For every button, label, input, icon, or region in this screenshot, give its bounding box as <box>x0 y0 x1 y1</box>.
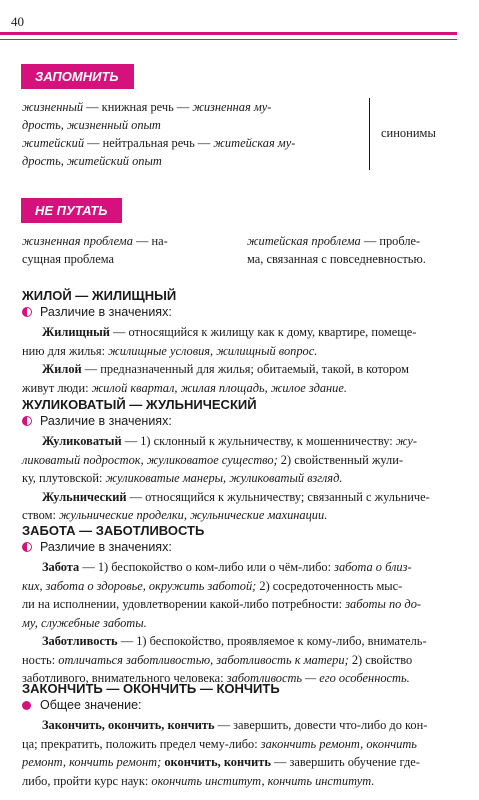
text: — предназначенный для жилья; обитаемый, такой, в котором <box>81 362 409 376</box>
text: — книжная речь — <box>83 100 193 114</box>
text: 2) сосредоточенность мыс- <box>256 578 403 593</box>
remember-line-2: дрость, жизненный опыт <box>22 118 161 132</box>
entry-title: ЗАБОТА — ЗАБОТЛИВОСТЬ <box>22 523 205 538</box>
text: — 1) склонный к жульничеству, к мошенничеству: <box>121 434 396 448</box>
dont-confuse-left <box>22 232 232 268</box>
definition-line <box>22 753 460 772</box>
definition-line: му, служебные заботы. <box>22 615 147 630</box>
definition-line <box>22 432 460 451</box>
synonyms-label: синонимы <box>381 126 436 140</box>
text: ца; прекратить, положить предел чему-либо: <box>22 736 261 751</box>
headword: Жилой <box>42 362 82 376</box>
text: ку, плутовской: <box>22 471 106 485</box>
header-rule-thick <box>0 32 457 35</box>
remember-line-3 <box>22 134 367 152</box>
example: жульнические проделки, жульнические махинации. <box>59 508 328 522</box>
example: забота о близ- <box>334 560 412 574</box>
entry-subtitle: Различие в значениях: <box>40 414 172 428</box>
example: ких, забота о здоровье, окружить заботой; <box>22 578 257 593</box>
text: — 1) беспокойство о ком-либо или о чём-либо: <box>79 560 335 574</box>
text: — завершить, довести что-либо до кон- <box>214 718 428 732</box>
definition-line <box>22 451 460 470</box>
entry-title: ЖУЛИКОВАТЫЙ — ЖУЛЬНИЧЕСКИЙ <box>22 397 257 412</box>
text: живут люди: <box>22 380 92 395</box>
example: заботливость — его особенность. <box>226 671 410 685</box>
definition-line <box>22 735 460 754</box>
example: жилой квартал, жилая площадь, жилое здание. <box>91 380 347 395</box>
half-circle-icon <box>22 541 42 555</box>
text: либо, пройти курс наук: <box>22 773 152 788</box>
term: житейская проблема <box>247 234 361 248</box>
remember-label: ЗАПОМНИТЬ <box>21 64 134 89</box>
definition-line <box>22 595 460 614</box>
dot-icon <box>22 699 42 713</box>
remember-block <box>22 98 367 170</box>
entry-body <box>22 716 460 790</box>
example: закончить ремонт, окончить <box>260 736 417 751</box>
synonym-bracket <box>369 98 370 170</box>
text: — относящийся к жилищу как к дому, квартире, помеще- <box>109 325 417 339</box>
text: — нейтральная речь — <box>84 136 214 150</box>
example: жу- <box>395 434 417 448</box>
entry-subtitle: Общее значение: <box>40 698 142 712</box>
header-rule-thin <box>0 39 457 40</box>
entry-subtitle: Различие в значениях: <box>40 305 172 319</box>
example: окончить институт, кончить институт. <box>151 773 375 788</box>
example: жуликоватые манеры, жуликоватый взгляд. <box>105 471 343 485</box>
term: жизненная проблема <box>22 234 133 248</box>
text: ность: <box>22 652 59 667</box>
example: заботы по до- <box>345 597 422 611</box>
dc-right-line-1 <box>247 232 462 250</box>
dc-right-line-2: ма, связанная с повседневностью. <box>247 252 426 266</box>
text: нию для жилья: <box>22 343 109 358</box>
entry-subtitle: Различие в значениях: <box>40 540 172 554</box>
example: ликоватый подросток, жуликоватое существо; <box>22 452 278 467</box>
half-circle-icon <box>22 306 42 320</box>
term: жизненный <box>22 100 84 114</box>
headword: Жуликоватый <box>42 434 122 448</box>
page-number: 40 <box>11 14 24 29</box>
entry-body <box>22 432 460 525</box>
dc-left-line-1 <box>22 232 232 250</box>
definition-line <box>22 577 460 596</box>
entry-body <box>22 558 460 688</box>
term: житейская му- <box>213 136 296 150</box>
dc-left-line-2: сущная проблема <box>22 252 114 266</box>
definition-line <box>22 632 460 651</box>
text: 2) свойство <box>348 652 413 667</box>
definition-line <box>22 558 460 577</box>
text: ли на исполнении, удовлетворении какой-либо потребности: <box>22 597 346 611</box>
definition-line <box>22 651 460 670</box>
dont-confuse-label: НЕ ПУТАТЬ <box>21 198 122 223</box>
definition-line <box>22 716 460 735</box>
remember-line-4: дрость, житейский опыт <box>22 154 162 168</box>
example: ремонт, кончить ремонт; <box>22 755 162 769</box>
entry-title: ЖИЛОЙ — ЖИЛИЩНЫЙ <box>22 288 177 303</box>
text: 2) свойственный жули- <box>277 452 403 467</box>
dont-confuse-right <box>247 232 462 268</box>
half-circle-icon <box>22 415 42 429</box>
text: заботливого, внимательного человека: <box>22 671 227 685</box>
definition-line <box>22 323 460 342</box>
text: — пробле- <box>360 234 421 248</box>
text: — на- <box>132 234 168 248</box>
example: жилищные условия, жилищный вопрос. <box>108 343 318 358</box>
text: — относящийся к жульничеству; связанный с жульниче- <box>126 489 430 504</box>
example: отличаться заботливостью, заботливость к матери; <box>58 652 349 667</box>
term: житейский <box>22 136 85 150</box>
text: — 1) беспокойство, проявляемое к кому-либо, вниматель- <box>117 634 427 648</box>
headword: Заботливость <box>42 634 118 648</box>
headword: Забота <box>42 560 80 574</box>
definition-line <box>22 469 460 488</box>
definition-line <box>22 772 460 791</box>
entry-title: ЗАКОНЧИТЬ — ОКОНЧИТЬ — КОНЧИТЬ <box>22 681 280 696</box>
headword: Закончить, окончить, кончить <box>42 718 215 732</box>
text: — завершить обучение где- <box>270 755 420 769</box>
definition-line <box>22 488 460 507</box>
remember-line-1 <box>22 98 367 116</box>
definition-line <box>22 379 460 398</box>
definition-line <box>22 342 460 361</box>
definition-line <box>22 506 460 525</box>
headword: окончить, кончить <box>161 755 271 769</box>
entry-body <box>22 323 460 397</box>
term: жизненная му- <box>192 100 272 114</box>
headword: Жульнический <box>42 489 127 504</box>
headword: Жилищный <box>42 325 110 339</box>
text: ством: <box>22 508 60 522</box>
definition-line <box>22 360 460 379</box>
